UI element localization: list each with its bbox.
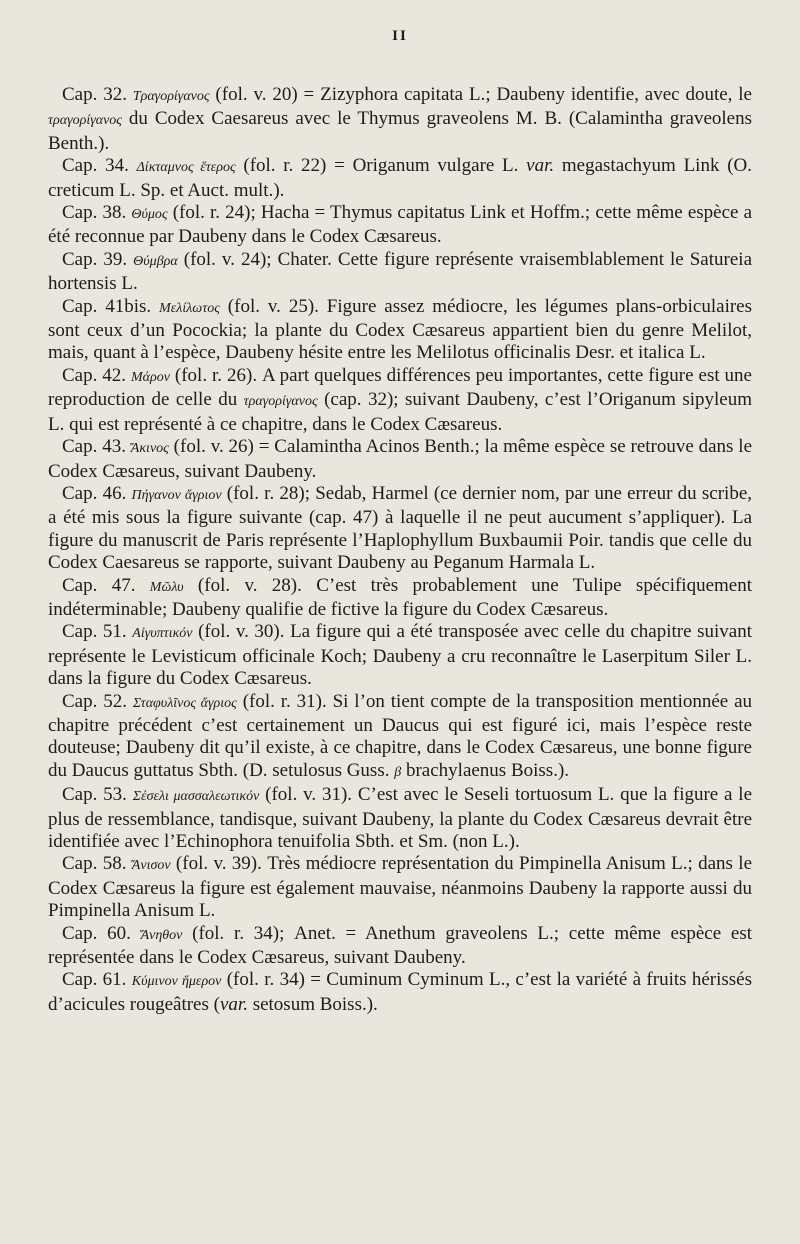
entry-text: Cap. 42.: [62, 364, 131, 386]
entry-text: megastachyum Link (O. creticum L. Sp. et Auct. mult.).: [48, 155, 752, 201]
chapter-entry: [48, 296, 752, 365]
greek-term: Σταφυλῖνος ἄγριος: [132, 695, 237, 711]
entry-text: (cap. 32); suivant Daubeny, c’est l’Origanum sipyleum L. qui est représenté à ce chapitre, dans le Codex Cæsareus.: [48, 389, 752, 435]
chapter-entry: [48, 621, 752, 690]
entry-text: (fol. v. 28). C’est très probablement une Tulipe spécifiquement indéterminable; Daubeny qualifie de fictive la figure du Codex Cæsareus.: [48, 574, 753, 620]
entry-text: Cap. 43.: [62, 436, 131, 458]
entry-text: Cap. 60.: [62, 922, 141, 944]
entry-text: (fol. v. 31). C’est avec le Seseli tortuosum L. que la figure a le plus de ressemblance, tandisque, suivant Daubeny, la plante du Codex Cæsareus devrait être identifiée avec l’Echinophora tenuifolia Sbth. et Sm. (non L.).: [48, 784, 753, 852]
greek-term: β: [394, 764, 402, 780]
chapter-entry: [48, 249, 752, 296]
greek-term: τραγορίγανος: [243, 394, 318, 410]
greek-term: Θύμος: [131, 207, 168, 223]
greek-term: Σέσελι μασσαλεωτικόν: [132, 789, 260, 805]
chapter-entry: [48, 691, 752, 785]
chapter-entry: [48, 155, 752, 202]
italic-term: var.: [219, 993, 248, 1015]
greek-term: Μῶλυ: [149, 579, 184, 595]
entry-text: Cap. 53.: [62, 784, 133, 806]
chapter-entry: [48, 202, 752, 249]
italic-term: var.: [526, 155, 555, 177]
chapter-entry: [48, 365, 752, 436]
entry-text: Cap. 52.: [62, 690, 133, 712]
chapter-entry: [48, 483, 752, 575]
entry-text: (fol. r. 31). Si l’on tient compte de la transposition mentionnée au chapitre précédent c’est certainement un Daucus qui est figuré ici, mais l’espèce reste douteuse; Daubeny dit qu’il existe, à ce chapitre, dans le Codex Cæsareus, une bonne figure du Daucus guttatus Sbth. (D. setulosus Guss.: [48, 690, 753, 781]
entry-text: (fol. r. 26). A part quelques différences peu importantes, cette figure est une reproduction de celle du: [48, 364, 752, 411]
entry-text: Cap. 39.: [62, 248, 134, 270]
entry-text: (fol. v. 30). La figure qui a été transposée avec celle du chapitre suivant représente le Levisticum officinale Koch; Daubeny a cru reconnaître le Laserpitum Siler L. dans la figure du Codex Cæsareus.: [48, 621, 752, 690]
chapter-entry: [48, 84, 752, 155]
entry-text: (fol. v. 25). Figure assez médiocre, les légumes plans-orbiculaires sont ceux d’un Pocockia; la plante du Codex Cæsareus appartient bien du genre Melilot, mais, quant à l’espèce, Daubeny hésite entre les Melilotus officinalis Desr. et italica L.: [48, 295, 753, 364]
entry-text: (fol. r. 34); Anet. = Anethum graveolens L.; cette même espèce est représentée dans le Codex Cæsareus, suivant Daubeny.: [48, 922, 753, 969]
greek-term: Μάρον: [131, 369, 170, 385]
entry-text: Cap. 32.: [62, 84, 133, 105]
greek-term: τραγορίγανος: [48, 113, 122, 129]
entry-text: Cap. 51.: [62, 621, 133, 643]
chapter-entry: [48, 923, 752, 970]
entry-text: Cap. 34.: [62, 155, 137, 177]
entry-text: (fol. r. 28); Sedab, Harmel (ce dernier nom, par une erreur du scribe, a été mis sous la figure suivante (cap. 47) à laquelle il ne peut aucument s’appliquer). La figure du manuscrit de Paris représente l’Haplophyllum Buxbaumii Poir. tandis que celle du Codex Caesareus se rapporte, suivant Daubeny au Peganum Harmala L.: [48, 482, 753, 574]
chapter-entry: [48, 853, 752, 922]
entry-text: Cap. 38.: [62, 202, 132, 224]
chapter-entry: [48, 784, 752, 853]
chapter-entry: [48, 575, 752, 622]
entry-text: (fol. v. 26) = Calamintha Acinos Benth.; la même espèce se retrouve dans le Codex Cæsareus, suivant Daubeny.: [48, 436, 752, 482]
chapter-entry: [48, 969, 752, 1016]
entry-text: (fol. v. 20) = Zizyphora capitata L.; Daubeny identifie, avec doute, le: [209, 84, 752, 105]
entry-text: (fol. v. 24); Chater. Cette figure représente vraisemblablement le Satureia hortensis L.: [48, 248, 752, 295]
entry-text: Cap. 61.: [62, 969, 132, 991]
entry-text: Cap. 47.: [62, 574, 150, 596]
greek-term: Ἄνηθον: [140, 927, 183, 943]
greek-term: Ἄνισον: [131, 858, 171, 874]
greek-term: Θύμβρα: [133, 253, 178, 269]
entry-text: brachylaenus Boiss.).: [401, 759, 570, 781]
entry-text: (fol. r. 22) = Origanum vulgare L.: [235, 155, 527, 177]
greek-term: Ἄκινος: [130, 441, 169, 457]
greek-term: Μελίλωτος: [159, 300, 220, 316]
chapter-notes: [48, 84, 752, 1016]
greek-term: Δίκταμνος ἕτερος: [136, 160, 236, 176]
page-number: II: [392, 28, 408, 44]
entry-text: Cap. 58.: [62, 853, 132, 875]
chapter-entry: [48, 436, 752, 483]
greek-term: Τραγορίγανος: [132, 89, 210, 104]
entry-text: setosum Boiss.).: [247, 993, 378, 1015]
greek-term: Πήγανον ἄγριον: [131, 487, 222, 503]
entry-text: du Codex Caesareus avec le Thymus graveolens M. B. (Calamintha graveolens Benth.).: [48, 108, 752, 154]
greek-term: Κύμινον ἥμερον: [131, 974, 222, 990]
entry-text: (fol. v. 39). Très médiocre représentation du Pimpinella Anisum L.; dans le Codex Cæsareus la figure est également mauvaise, néanmoins Daubeny la rapporte aussi du Pimpinella Anisum L.: [48, 853, 752, 922]
entry-text: Cap. 41bis.: [62, 295, 160, 317]
entry-text: (fol. r. 34) = Cuminum Cyminum L., c’est la variété à fruits hérissés d’acicules rougeâtres (: [48, 969, 753, 1015]
greek-term: Αἰγυπτικόν: [132, 626, 193, 642]
entry-text: (fol. r. 24); Hacha = Thymus capitatus Link et Hoffm.; cette même espèce a été reconnue par Daubeny dans le Codex Cæsareus.: [48, 202, 753, 248]
entry-text: Cap. 46.: [62, 482, 132, 504]
